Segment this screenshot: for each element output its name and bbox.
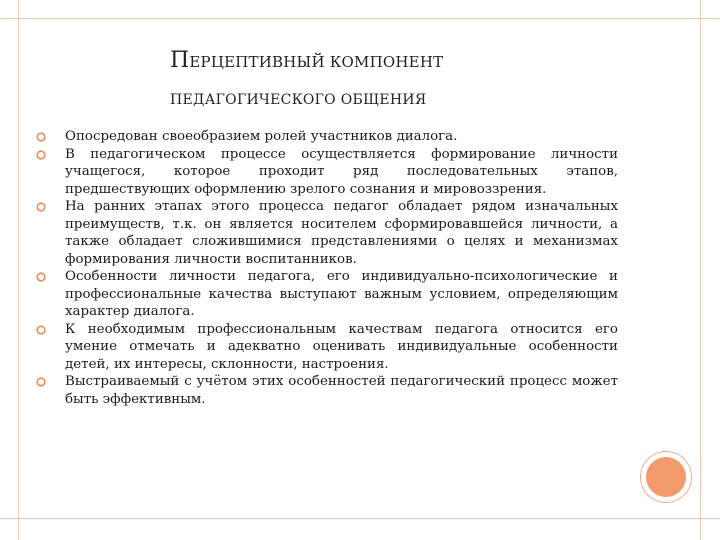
list-item [36, 128, 618, 146]
circle-bullet-icon [36, 202, 46, 212]
frame-line-bottom [0, 518, 720, 519]
circle-bullet-icon [36, 377, 46, 387]
list-item-text: Выстраиваемый с учётом этих особенностей педагогический процесс может быть эффективным. [65, 374, 618, 407]
list-item-text: К необходимым профессиональным качествам педагога относится его умение отмечать и адекватно оценивать индивидуальные особенности детей, их интересы, склонности, настроения. [65, 321, 618, 372]
frame-line-left [18, 0, 19, 540]
list-item [36, 268, 618, 321]
slide-title [170, 50, 570, 108]
title-line-1-text: ЕРЦЕПТИВНЫЙ КОМПОНЕНТ [189, 53, 444, 71]
title-initial: П [170, 48, 190, 73]
title-line-2: ПЕДАГОГИЧЕСКОГО ОБЩЕНИЯ [170, 92, 427, 108]
frame-line-right [700, 0, 701, 540]
circle-bullet-icon [36, 325, 46, 335]
list-item-text: В педагогическом процессе осуществляется формирование личности учащегося, которое проходит ряд последовательных этапов, предшествующих оформлению зрелого сознания и мировоззрения. [65, 146, 618, 197]
decorative-circle [646, 457, 686, 497]
circle-bullet-icon [36, 272, 46, 282]
circle-bullet-icon [36, 150, 46, 160]
circle-bullet-icon [36, 132, 46, 142]
list-item [36, 321, 618, 374]
bullet-list [36, 128, 618, 408]
list-item [36, 198, 618, 268]
list-item-text: Опосредован своеобразием ролей участников диалога. [65, 129, 458, 144]
list-item [36, 373, 618, 408]
list-item-text: На ранних этапах этого процесса педагог обладает рядом изначальных преимуществ, т.к. он является носителем сформировавшейся личности, а также обладает сложившимися представлениями о целях и механизмах формирования личности воспитанников. [65, 199, 618, 267]
list-item-text: Особенности личности педагога, его индивидуально-психологические и профессиональные качества выступают важным условием, определяющим характер диалога. [65, 269, 618, 319]
list-item [36, 146, 618, 199]
frame-line-top [0, 18, 720, 19]
title-line-1 [170, 50, 570, 73]
